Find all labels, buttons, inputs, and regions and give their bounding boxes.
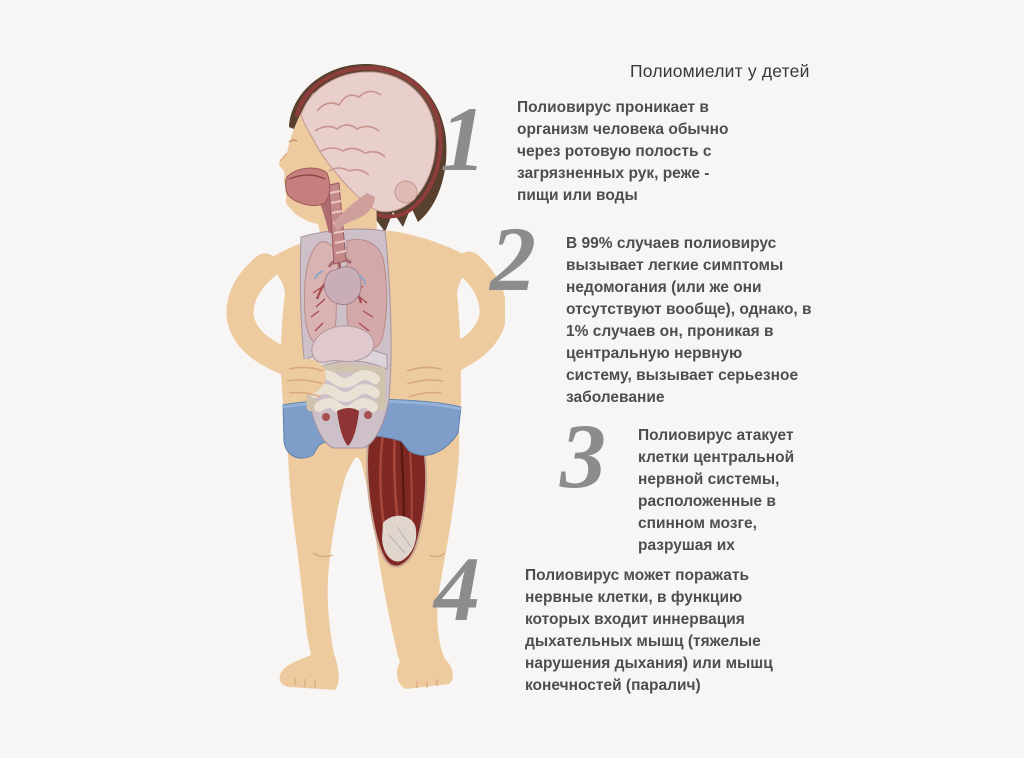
step-4-number: 4 bbox=[434, 538, 480, 640]
torso-cutaway-graphic bbox=[300, 229, 391, 448]
step-2-number: 2 bbox=[490, 208, 536, 310]
step-3-number: 3 bbox=[560, 405, 606, 507]
step-3-text: Полиовирус атакует клетки центральной нервной системы, расположенные в спинном мозге, разрушая их bbox=[638, 427, 795, 554]
step-4-text: Полиовирус может поражать нервные клетки, в функцию которых входит иннервация дыхательных мышц (тяжелые нарушения дыхания) или мышц конечностей (паралич) bbox=[525, 567, 773, 694]
step-1-number: 1 bbox=[440, 88, 486, 190]
cerebellum-graphic bbox=[395, 181, 417, 203]
step-2-text: В 99% случаев полиовирус вызывает легкие симптомы недомогания (или же они отсутствуют вообще), однако, в 1% случаев он, проникая в центральную нервную систему, вызывает серьезное заболевание bbox=[566, 235, 812, 406]
page-title: Полиомиелит у детей bbox=[630, 61, 810, 81]
step-1-text: Полиовирус проникает в организм человека обычно через ротовую полость с загрязненных рук, реже - пищи или воды bbox=[517, 99, 729, 204]
